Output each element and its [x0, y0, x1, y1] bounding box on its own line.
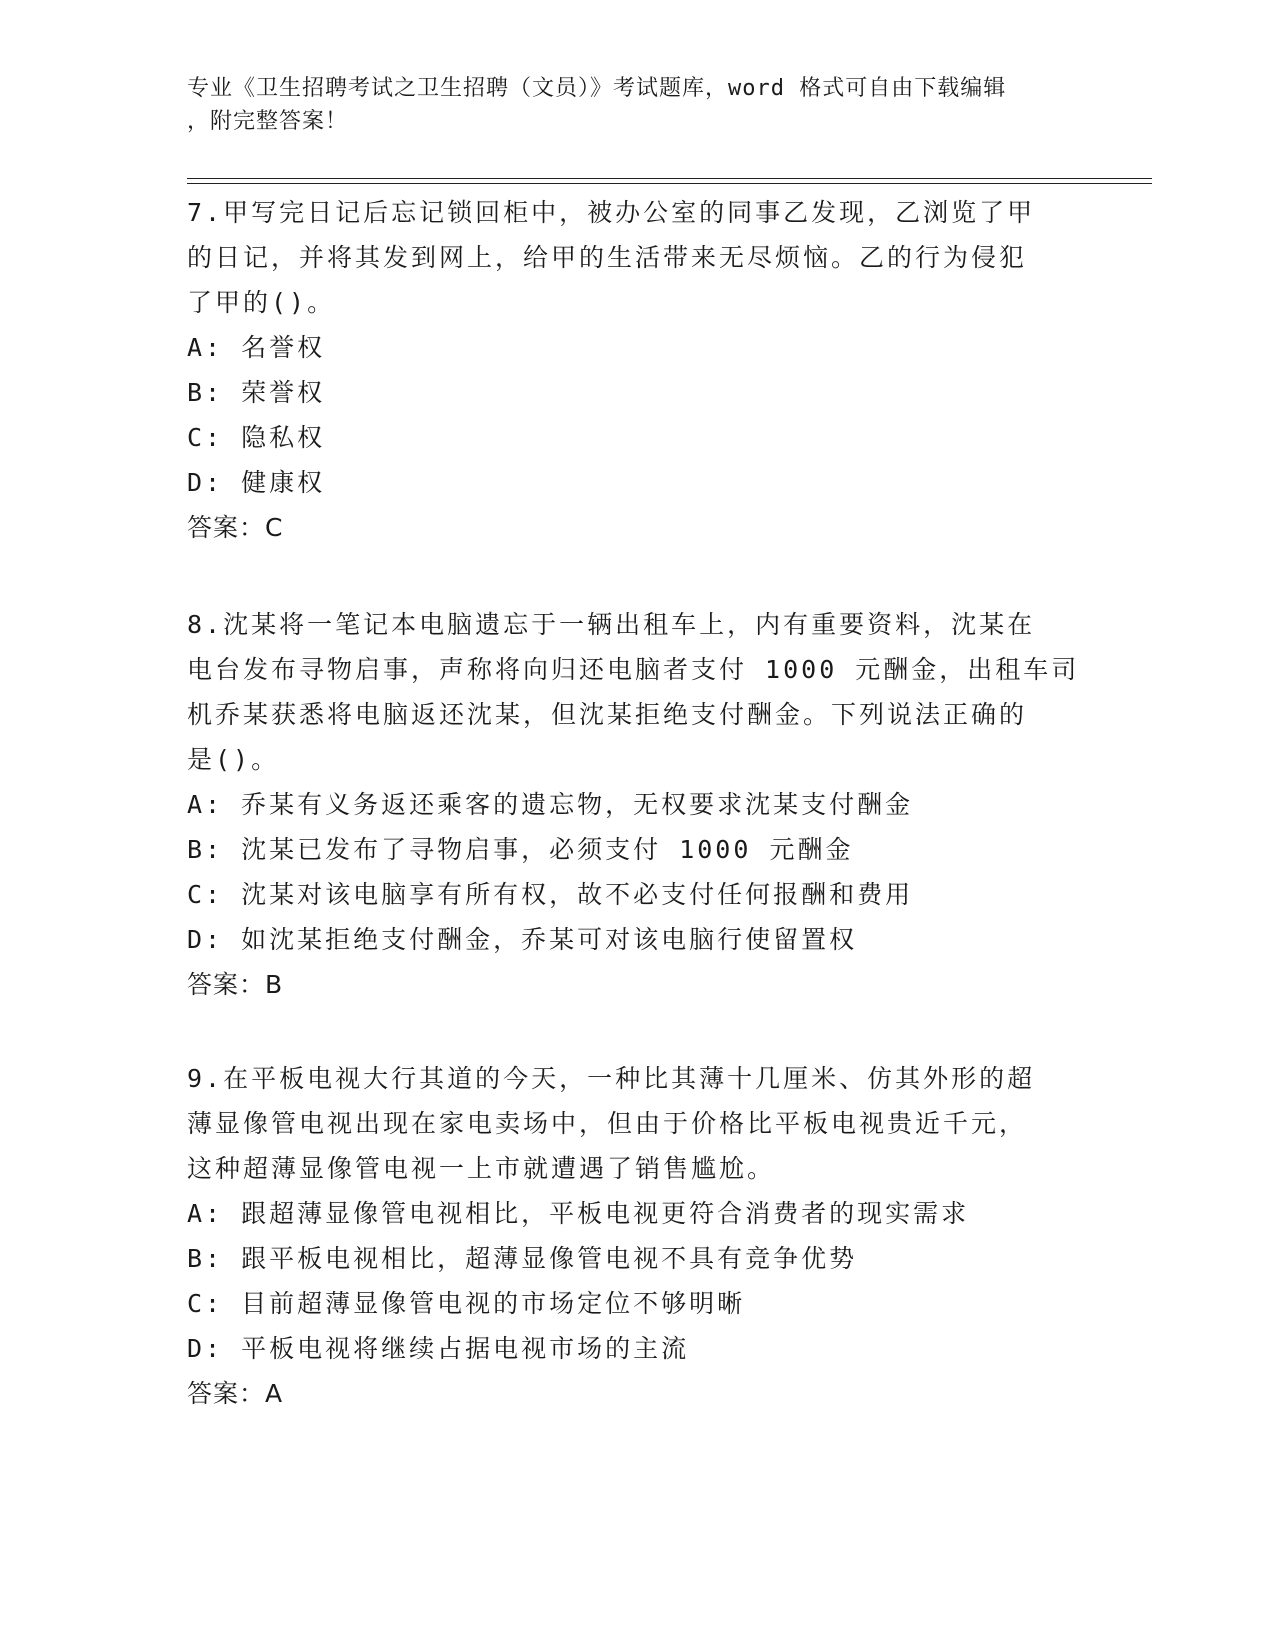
header-divider-bottom [187, 183, 1152, 184]
option-a: A: 跟超薄显像管电视相比，平板电视更符合消费者的现实需求 [187, 1199, 970, 1228]
option-b: B: 跟平板电视相比，超薄显像管电视不具有竞争优势 [187, 1244, 858, 1273]
option-d: D: 如沈某拒绝支付酬金，乔某可对该电脑行使留置权 [187, 925, 858, 954]
stem-line: 电台发布寻物启事，声称将向归还电脑者支付 1000 元酬金，出租车司 [187, 655, 1080, 684]
stem-line: 了甲的()。 [187, 288, 336, 317]
question-stem [187, 1056, 1067, 1191]
option-b: B: 荣誉权 [187, 378, 326, 407]
header-line-1: 专业《卫生招聘考试之卫生招聘（文员）》考试题库，word 格式可自由下载编辑 [187, 76, 1007, 101]
question-stem [187, 190, 1067, 325]
option-d: D: 健康权 [187, 468, 326, 497]
stem-line: 薄显像管电视出现在家电卖场中，但由于价格比平板电视贵近千元， [187, 1109, 1028, 1138]
question-8 [187, 602, 1080, 1007]
answer: 答案：B [187, 970, 284, 999]
option-d: D: 平板电视将继续占据电视市场的主流 [187, 1334, 690, 1363]
stem-line: 是()。 [187, 745, 280, 774]
stem-line: 机乔某获悉将电脑返还沈某，但沈某拒绝支付酬金。下列说法正确的 [187, 700, 1028, 729]
header-divider-top [187, 178, 1152, 179]
question-9 [187, 1056, 1067, 1416]
stem-line: 这种超薄显像管电视一上市就遭遇了销售尴尬。 [187, 1154, 776, 1183]
option-c: C: 目前超薄显像管电视的市场定位不够明晰 [187, 1289, 746, 1318]
option-a: A: 乔某有义务返还乘客的遗忘物，无权要求沈某支付酬金 [187, 790, 914, 819]
stem-line: 的日记，并将其发到网上，给甲的生活带来无尽烦恼。乙的行为侵犯 [187, 243, 1028, 272]
question-7 [187, 190, 1067, 550]
option-c: C: 沈某对该电脑享有所有权，故不必支付任何报酬和费用 [187, 880, 914, 909]
answer: 答案：A [187, 1379, 284, 1408]
question-stem [187, 602, 1080, 782]
header-line-2: ，附完整答案！ [187, 109, 349, 134]
document-header [187, 72, 1067, 138]
stem-line: 8.沈某将一笔记本电脑遗忘于一辆出租车上，内有重要资料，沈某在 [187, 610, 1036, 639]
option-c: C: 隐私权 [187, 423, 326, 452]
answer: 答案：C [187, 513, 284, 542]
stem-line: 9.在平板电视大行其道的今天，一种比其薄十几厘米、仿其外形的超 [187, 1064, 1036, 1093]
option-a: A: 名誉权 [187, 333, 326, 362]
stem-line: 7.甲写完日记后忘记锁回柜中，被办公室的同事乙发现，乙浏览了甲 [187, 198, 1036, 227]
option-b: B: 沈某已发布了寻物启事，必须支付 1000 元酬金 [187, 835, 854, 864]
